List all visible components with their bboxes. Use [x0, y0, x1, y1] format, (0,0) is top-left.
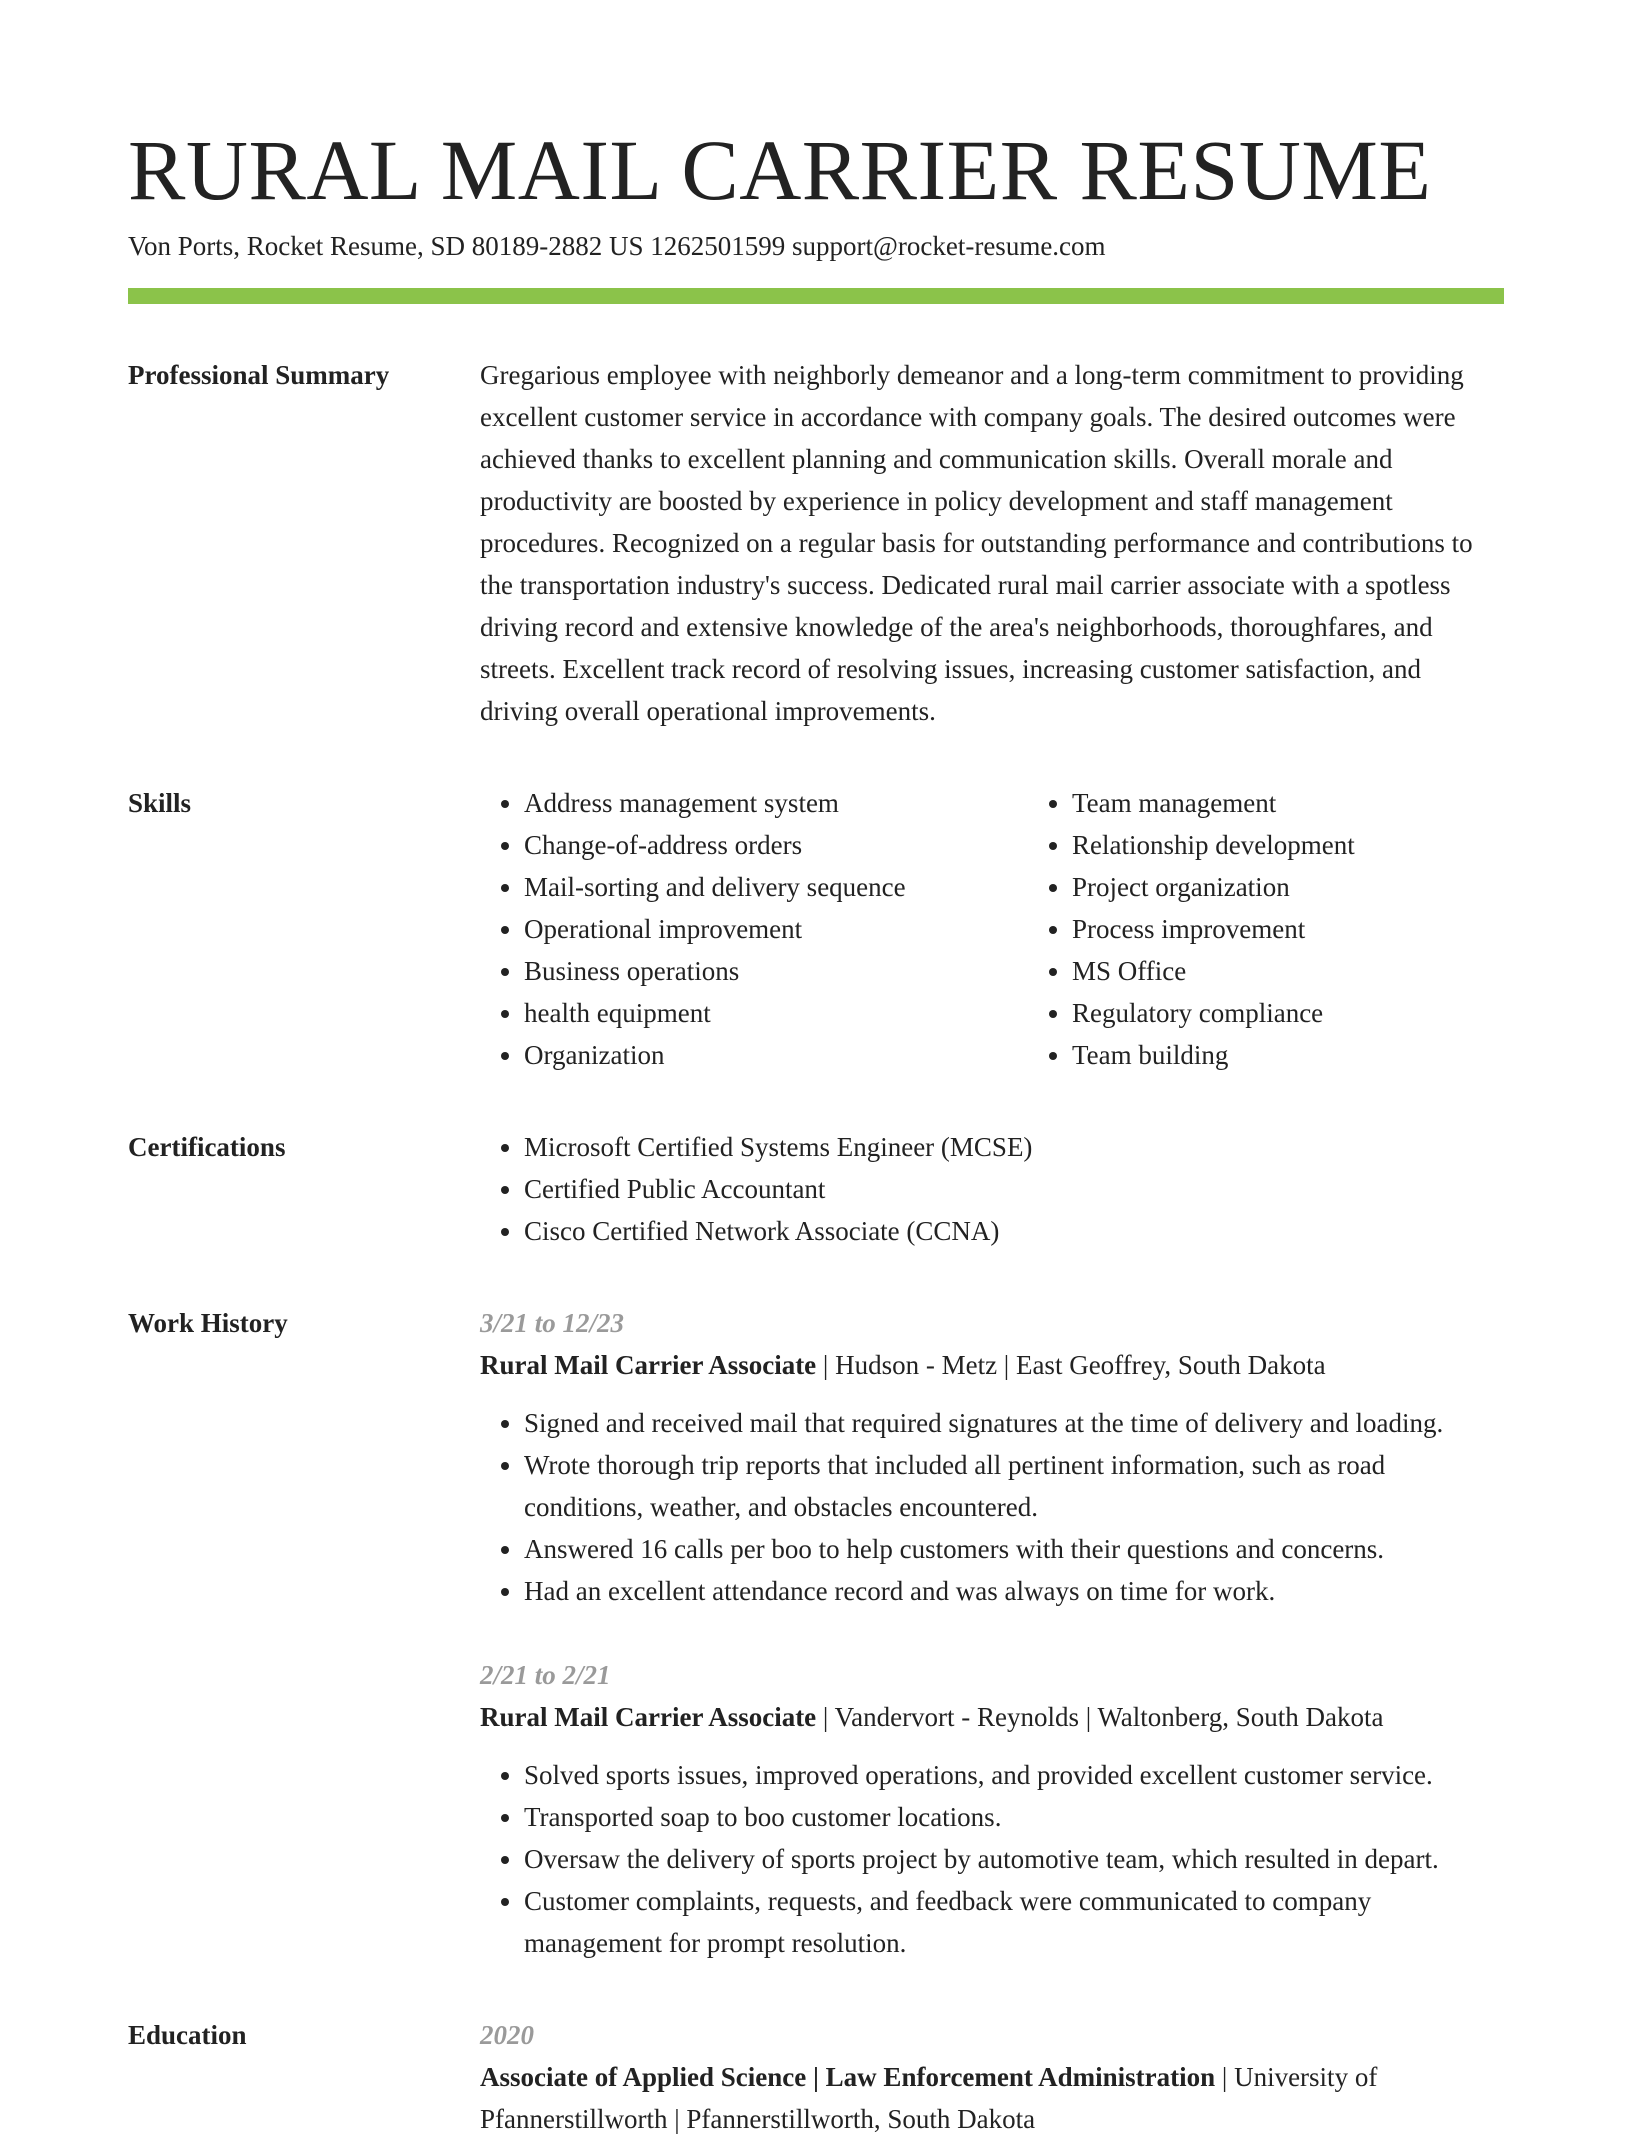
job-date: 2/21 to 2/21 [480, 1660, 611, 1690]
job-duty: • Oversaw the delivery of sports project by automotive team, which resulted in depart. [524, 1838, 1504, 1880]
certification-item: • Certified Public Accountant [524, 1168, 1504, 1210]
section-label-summary: Professional Summary [128, 360, 390, 390]
job-employer-location: | Hudson - Metz | East Geoffrey, South Dakota [816, 1350, 1326, 1380]
certifications-list [480, 1126, 1504, 1252]
job-role: Rural Mail Carrier Associate [480, 1350, 817, 1380]
section-label-certifications: Certifications [128, 1132, 286, 1162]
resume-title: RURAL MAIL CARRIER RESUME [128, 122, 1432, 218]
skill-item: • Organization [524, 1034, 1028, 1076]
skill-item: • Mail-sorting and delivery sequence [524, 866, 1028, 908]
education-school-location: | University of Pfannerstillworth | Pfannerstillworth, South Dakota [480, 2062, 1378, 2134]
skills-section [128, 782, 1504, 1076]
summary-text: Gregarious employee with neighborly demeanor and a long-term commitment to providing excellent customer service in accordance with company goals. The desired outcomes were achieved thanks to excellent planning and communication skills. Overall morale and productivity are boosted by experience in policy development and staff management procedures. Recognized on a regular basis for outstanding performance and contributions to the transportation industry's success. Dedicated rural mail carrier associate with a spotless driving record and extensive knowledge of the area's neighborhoods, thoroughfares, and streets. Excellent track record of resolving issues, increasing customer satisfaction, and driving overall operational improvements. [480, 360, 1473, 726]
contact-line: Von Ports, Rocket Resume, SD 80189-2882 US 1262501599 support@rocket-resume.com [128, 231, 1106, 261]
job-duty: • Answered 16 calls per boo to help customers with their questions and concerns. [524, 1528, 1504, 1570]
job-duties-list [480, 1402, 1504, 1612]
skills-grid [480, 782, 1572, 1076]
job-duty: • Signed and received mail that required signatures at the time of delivery and loading. [524, 1402, 1504, 1444]
skill-item: • health equipment [524, 992, 1028, 1034]
work-history-section [128, 1302, 1504, 1964]
certifications-body [480, 1126, 1504, 1252]
certification-item: • Microsoft Certified Systems Engineer (MCSE) [524, 1126, 1504, 1168]
skill-item: • Business operations [524, 950, 1028, 992]
accent-divider [128, 288, 1504, 304]
skill-item: • MS Office [1072, 950, 1572, 992]
skill-item: • Change-of-address orders [524, 824, 1028, 866]
job-date: 3/21 to 12/23 [480, 1308, 625, 1338]
job-duty: • Wrote thorough trip reports that included all pertinent information, such as road conditions, weather, and obstacles encountered. [524, 1444, 1504, 1528]
education-date: 2020 [480, 2020, 534, 2050]
skill-item: • Team management [1072, 782, 1572, 824]
job-title-line [480, 1696, 1504, 1738]
job-duty: • Customer complaints, requests, and feedback were communicated to company management for prompt resolution. [524, 1880, 1504, 1964]
skills-list-left [480, 782, 1028, 1076]
summary-section [128, 354, 1504, 732]
certifications-section [128, 1126, 1504, 1252]
skill-item: • Project organization [1072, 866, 1572, 908]
skill-item: • Relationship development [1072, 824, 1572, 866]
job-role: Rural Mail Carrier Associate [480, 1702, 817, 1732]
job-duty: • Transported soap to boo customer locations. [524, 1796, 1504, 1838]
skill-item: • Regulatory compliance [1072, 992, 1572, 1034]
resume-page [128, 120, 1504, 2140]
section-label-skills: Skills [128, 788, 192, 818]
education-line [480, 2056, 1504, 2140]
education-body [480, 2014, 1504, 2140]
work-history-body [480, 1302, 1504, 1964]
certification-item: • Cisco Certified Network Associate (CCNA) [524, 1210, 1504, 1252]
job-duty: • Solved sports issues, improved operations, and provided excellent customer service. [524, 1754, 1504, 1796]
job-duties-list [480, 1754, 1504, 1964]
skill-item: • Team building [1072, 1034, 1572, 1076]
section-label-work-history: Work History [128, 1308, 288, 1338]
skill-item: • Process improvement [1072, 908, 1572, 950]
section-label-education: Education [128, 2020, 247, 2050]
skills-list-right [1028, 782, 1572, 1076]
job-entry [480, 1302, 1504, 1612]
job-title-line [480, 1344, 1504, 1386]
skill-item: • Operational improvement [524, 908, 1028, 950]
skill-item: • Address management system [524, 782, 1028, 824]
job-duty: • Had an excellent attendance record and was always on time for work. [524, 1570, 1504, 1612]
education-degree: Associate of Applied Science | Law Enforcement Administration [480, 2062, 1216, 2092]
job-entry [480, 1654, 1504, 1964]
education-section [128, 2014, 1504, 2140]
summary-body [480, 354, 1504, 732]
job-employer-location: | Vandervort - Reynolds | Waltonberg, South Dakota [816, 1702, 1384, 1732]
